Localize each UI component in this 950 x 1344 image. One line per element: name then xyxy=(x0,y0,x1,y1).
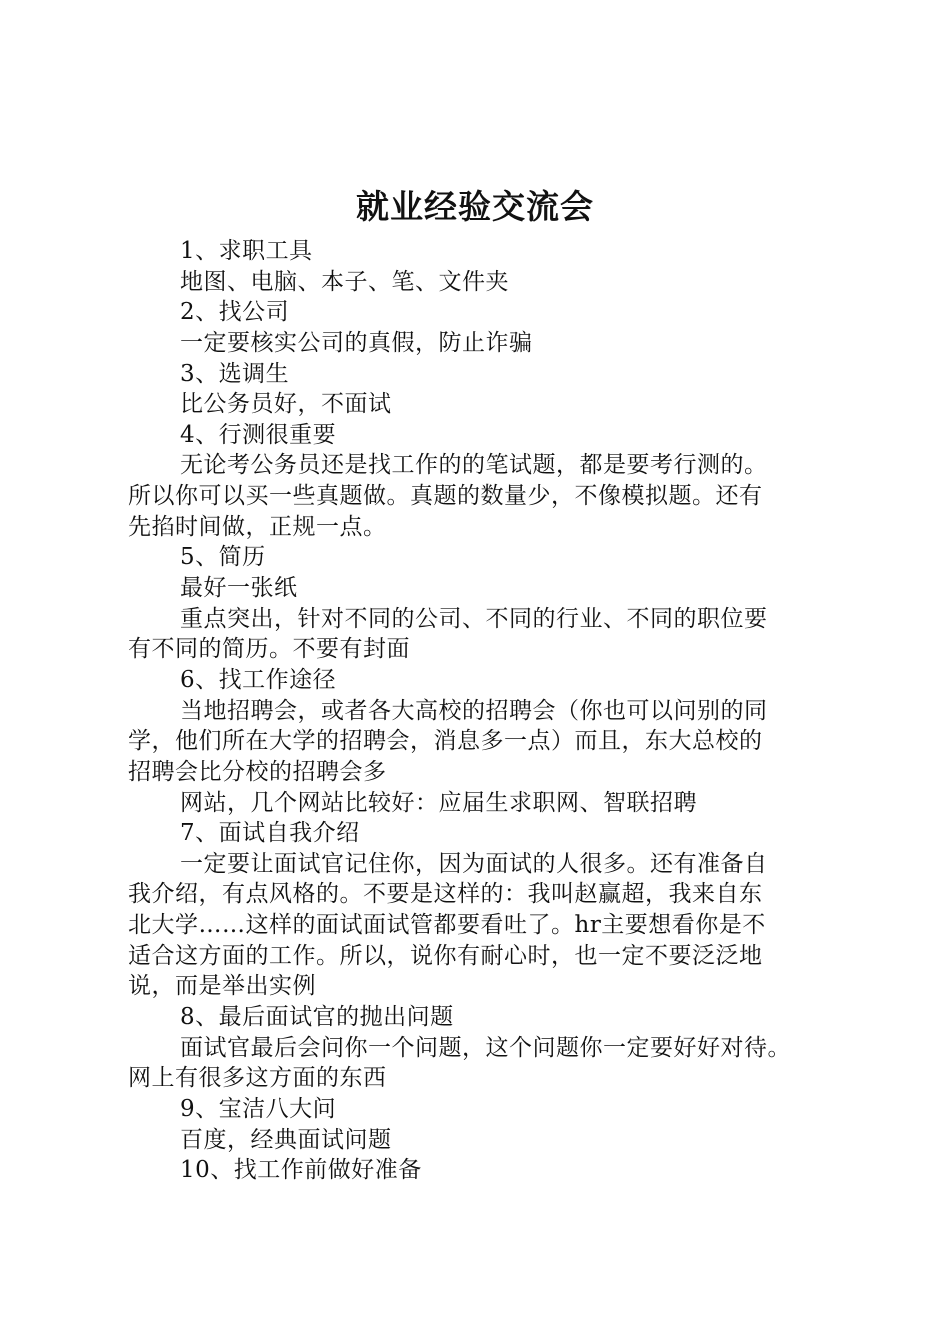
paragraph-line: 适合这方面的工作。所以，说你有耐心时，也一定不要泛泛地 xyxy=(128,942,763,969)
paragraph-line: 百度，经典面试问题 xyxy=(180,1126,392,1153)
paragraph-line: 无论考公务员还是找工作的的笔试题，都是要考行测的。 xyxy=(180,452,768,479)
paragraph-line: 有不同的简历。不要有封面 xyxy=(128,636,410,663)
paragraph-line: 最好一张纸 xyxy=(180,575,298,602)
section-heading: 1、求职工具 xyxy=(180,238,313,264)
paragraph-line: 所以你可以买一些真题做。真题的数量少，不像模拟题。还有 xyxy=(128,483,763,510)
paragraph-line: 网站，几个网站比较好：应届生求职网、智联招聘 xyxy=(180,789,697,816)
section-heading: 2、找公司 xyxy=(180,299,290,326)
section-heading: 10、找工作前做好准备 xyxy=(180,1157,422,1184)
paragraph-line: 面试官最后会问你一个问题，这个问题你一定要好好对待。 xyxy=(180,1034,791,1061)
paragraph-line: 一定要核实公司的真假，防止诈骗 xyxy=(180,329,533,356)
paragraph-line: 招聘会比分校的招聘会多 xyxy=(128,758,387,785)
document-title: 就业经验交流会 xyxy=(356,187,594,226)
section-heading: 8、最后面试官的抛出问题 xyxy=(180,1004,454,1031)
document-body xyxy=(128,236,838,1186)
paragraph-line: 网上有很多这方面的东西 xyxy=(128,1065,387,1092)
paragraph-line: 地图、电脑、本子、笔、文件夹 xyxy=(180,268,509,295)
paragraph-line: 比公务员好，不面试 xyxy=(180,391,392,418)
paragraph-line: 说，而是举出实例 xyxy=(128,973,316,1000)
paragraph-line: 一定要让面试官记住你，因为面试的人很多。还有准备自 xyxy=(180,850,768,877)
paragraph-line: 重点突出，针对不同的公司、不同的行业、不同的职位要 xyxy=(180,605,768,632)
paragraph-line: 北大学……这样的面试面试管都要看吐了。hr主要想看你是不 xyxy=(128,912,766,939)
paragraph-line: 我介绍，有点风格的。不要是这样的：我叫赵赢超，我来自东 xyxy=(128,881,763,908)
section-heading: 5、简历 xyxy=(180,544,266,571)
section-heading: 9、宝洁八大问 xyxy=(180,1095,337,1122)
paragraph-line: 当地招聘会，或者各大高校的招聘会（你也可以问别的同 xyxy=(180,697,768,724)
section-heading: 3、选调生 xyxy=(180,360,290,387)
paragraph-line: 学，他们所在大学的招聘会，消息多一点）而且，东大总校的 xyxy=(128,728,763,755)
section-heading: 4、行测很重要 xyxy=(180,421,337,448)
section-heading: 7、面试自我介绍 xyxy=(180,820,360,847)
section-heading: 6、找工作途径 xyxy=(180,666,337,693)
paragraph-line: 先掐时间做，正规一点。 xyxy=(128,513,387,540)
